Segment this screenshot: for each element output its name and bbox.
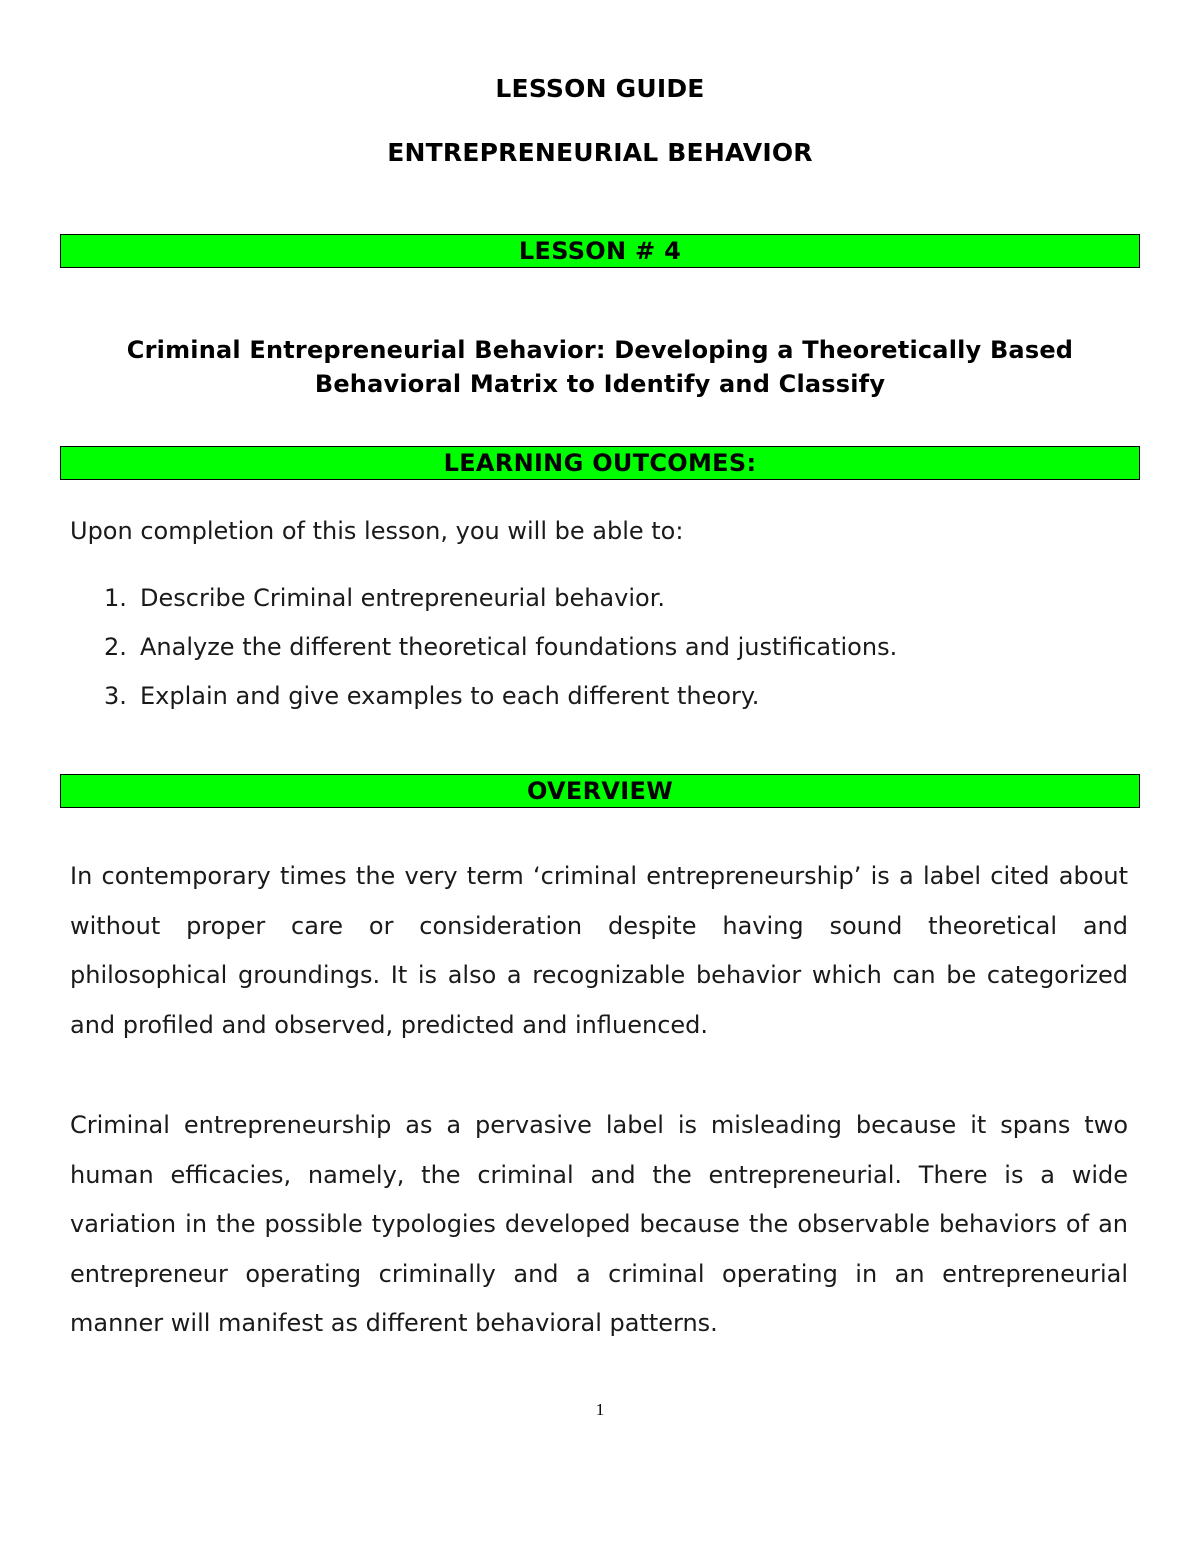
lesson-title-line-2: Behavioral Matrix to Identify and Classify <box>314 370 886 398</box>
list-item-text: Explain and give examples to each different theory. <box>140 682 760 710</box>
list-item-number: 2. <box>104 633 127 661</box>
lesson-number-bar: LESSON # 4 <box>60 234 1140 268</box>
overview-paragraph-2: Criminal entrepreneurship as a pervasive label is misleading because it spans two human efficacies, namely, the criminal and the entrepreneurial. There is a wide variation in the possible typologies developed because the observable behaviors of an entrepreneur operating criminally and a criminal operating in an entrepreneurial manner will manifest as different behavioral patterns. <box>70 1111 1128 1337</box>
lesson-title-line-1: Criminal Entrepreneurial Behavior: Developing a Theoretically Based <box>126 336 1074 364</box>
list-item <box>104 584 665 612</box>
list-item-number: 3. <box>104 682 127 710</box>
list-item-text: Describe Criminal entrepreneurial behavior. <box>140 584 665 612</box>
list-item <box>104 682 759 710</box>
list-item <box>104 633 897 661</box>
course-title: ENTREPRENEURIAL BEHAVIOR <box>387 138 813 167</box>
outcomes-intro: Upon completion of this lesson, you will be able to: <box>70 517 684 545</box>
overview-paragraph-1: In contemporary times the very term ‘criminal entrepreneurship’ is a label cited about without proper care or consideration despite having sound theoretical and philosophical groundings. It is also a recognizable behavior which can be categorized and profiled and observed, predicted and influenced. <box>70 862 1128 1039</box>
learning-outcomes-bar: LEARNING OUTCOMES: <box>60 446 1140 480</box>
lesson-guide-heading: LESSON GUIDE <box>495 74 705 103</box>
list-item-number: 1. <box>104 584 127 612</box>
overview-bar: OVERVIEW <box>60 774 1140 808</box>
page-number: 1 <box>595 1400 605 1419</box>
list-item-text: Analyze the different theoretical foundations and justifications. <box>140 633 898 661</box>
